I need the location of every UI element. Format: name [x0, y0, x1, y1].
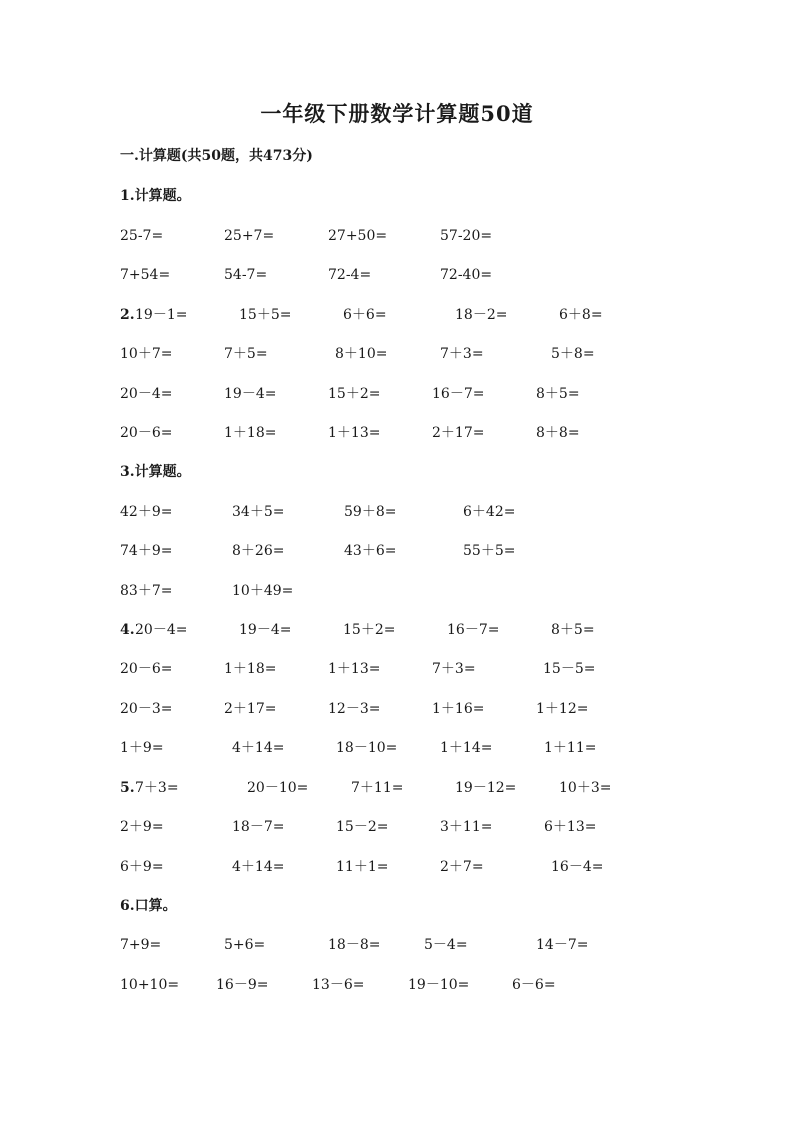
problem: 72-40= [440, 267, 493, 283]
q4-row-2 [120, 659, 734, 679]
q2-number: 2. [120, 307, 135, 323]
problem: 15－2= [336, 819, 389, 835]
problem: 20－6= [120, 661, 173, 677]
q1-row-1 [120, 226, 734, 246]
q3-row-3 [120, 581, 734, 601]
problem: 1＋13= [328, 661, 381, 677]
problem: 6＋13= [544, 819, 597, 835]
problem: 59＋8= [344, 504, 397, 520]
problem: 6＋6= [343, 307, 387, 323]
problem: 10＋3= [559, 780, 612, 796]
q5-row-1 [120, 778, 734, 798]
q1-row-2 [120, 265, 734, 285]
problem: 16－7= [432, 386, 485, 402]
problem: 25+7= [224, 228, 275, 244]
problem: 27+50= [328, 228, 388, 244]
problem: 5+6= [224, 937, 266, 953]
problem: 18－10= [336, 740, 398, 756]
q4-number: 4. [120, 622, 135, 638]
problem: 7+54= [120, 267, 171, 283]
problem: 43＋6= [344, 543, 397, 559]
q1-label: 1.计算题。 [120, 188, 191, 204]
q2-row-4 [120, 423, 734, 443]
problem: 2＋9= [120, 819, 164, 835]
problem: 18－7= [232, 819, 285, 835]
q4-row-4 [120, 738, 734, 758]
problem: 15＋5= [239, 307, 292, 323]
problem: 20－4= [120, 386, 173, 402]
problem: 2＋7= [440, 859, 484, 875]
q2-row-3 [120, 384, 734, 404]
problem: 7＋3= [432, 661, 476, 677]
problem: 6＋9= [120, 859, 164, 875]
problem: 13－6= [312, 977, 365, 993]
q3-label: 3.计算题。 [120, 464, 191, 480]
problem: 16－9= [216, 977, 269, 993]
q6-row-2 [120, 975, 734, 995]
q6-label: 6.口算。 [120, 898, 177, 914]
problem: 19－12= [455, 780, 517, 796]
q4-row-3 [120, 699, 734, 719]
problem: 8＋10= [335, 346, 388, 362]
problem: 11＋1= [336, 859, 389, 875]
problem: 25-7= [120, 228, 164, 244]
problem: 1＋13= [328, 425, 381, 441]
problem: 6＋8= [559, 307, 603, 323]
page-title: 一年级下册数学计算题50道 [260, 101, 534, 126]
problem: 15－5= [543, 661, 596, 677]
problem: 5＋8= [551, 346, 595, 362]
problem: 12－3= [328, 701, 381, 717]
problem: 4＋14= [232, 740, 285, 756]
q4-row-1 [120, 620, 734, 640]
problem: 18－8= [328, 937, 381, 953]
problem: 83＋7= [120, 583, 173, 599]
problem: 18－2= [455, 307, 508, 323]
problem: 2＋17= [224, 701, 277, 717]
problem: 4＋14= [232, 859, 285, 875]
q6-row-1 [120, 935, 734, 955]
problem: 10＋7= [120, 346, 173, 362]
section-heading: 一.计算题(共50题，共473分) [120, 148, 313, 164]
problem: 6－6= [512, 977, 556, 993]
problem: 8＋26= [232, 543, 285, 559]
problem: 1＋9= [120, 740, 164, 756]
problem: 6＋42= [463, 504, 516, 520]
problem: 57-20= [440, 228, 493, 244]
problem: 20－4= [135, 622, 188, 638]
problem: 1＋16= [432, 701, 485, 717]
problem: 1＋11= [544, 740, 597, 756]
problem: 74＋9= [120, 543, 173, 559]
q3-row-2 [120, 541, 734, 561]
problem: 15＋2= [328, 386, 381, 402]
q2-row-1 [120, 305, 734, 325]
problem: 19－4= [239, 622, 292, 638]
problem: 8＋8= [536, 425, 580, 441]
q3-row-1 [120, 502, 734, 522]
problem: 1＋18= [224, 661, 277, 677]
problem: 8＋5= [536, 386, 580, 402]
problem: 15＋2= [343, 622, 396, 638]
problem: 7+9= [120, 937, 162, 953]
q5-number: 5. [120, 780, 135, 796]
problem: 16－4= [551, 859, 604, 875]
problem: 10＋49= [232, 583, 294, 599]
problem: 7＋3= [135, 780, 179, 796]
problem: 19－4= [224, 386, 277, 402]
problem: 1＋18= [224, 425, 277, 441]
problem: 2＋17= [432, 425, 485, 441]
problem: 19－1= [135, 307, 188, 323]
problem: 72-4= [328, 267, 372, 283]
q5-row-2 [120, 817, 734, 837]
problem: 54-7= [224, 267, 268, 283]
problem: 42＋9= [120, 504, 173, 520]
problem: 34＋5= [232, 504, 285, 520]
problem: 7＋5= [224, 346, 268, 362]
problem: 10+10= [120, 977, 180, 993]
problem: 20－3= [120, 701, 173, 717]
q5-row-3 [120, 857, 734, 877]
problem: 55＋5= [463, 543, 516, 559]
problem: 16－7= [447, 622, 500, 638]
problem: 20－10= [247, 780, 309, 796]
problem: 7＋11= [351, 780, 404, 796]
problem: 8＋5= [551, 622, 595, 638]
problem: 19－10= [408, 977, 470, 993]
problem: 3＋11= [440, 819, 493, 835]
problem: 14－7= [536, 937, 589, 953]
problem: 5－4= [424, 937, 468, 953]
problem: 1＋12= [536, 701, 589, 717]
problem: 7＋3= [440, 346, 484, 362]
q2-row-2 [120, 344, 734, 364]
problem: 20－6= [120, 425, 173, 441]
problem: 1＋14= [440, 740, 493, 756]
